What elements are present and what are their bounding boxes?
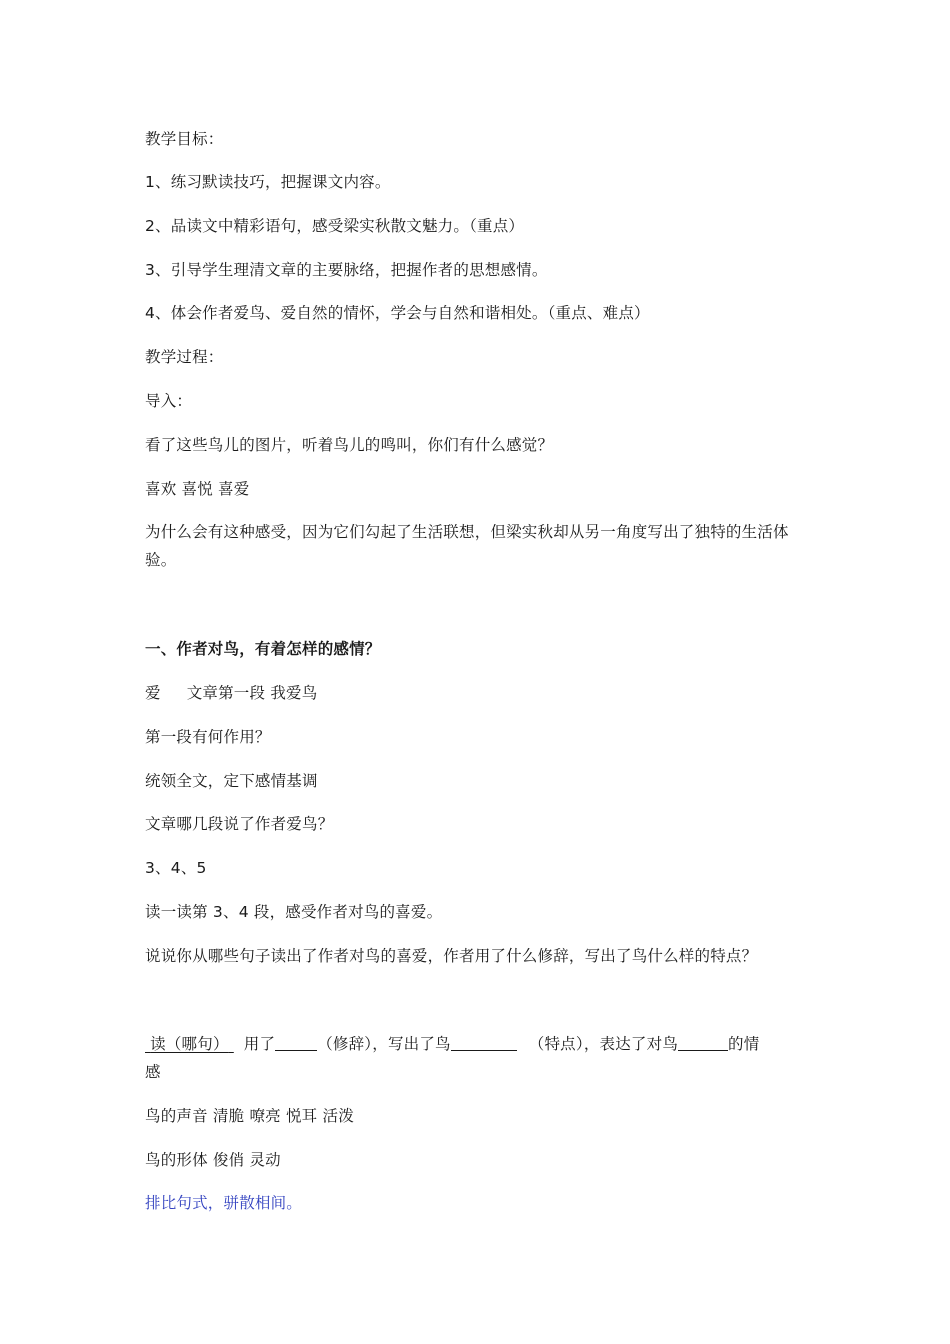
section-1-heading: 一、作者对鸟，有着怎样的感情？ [145,640,381,658]
task-instruction: 说说你从哪些句子读出了作者对鸟的喜爱，作者用了什么修辞，写出了鸟什么样的特点？ [145,947,758,965]
intro-question: 看了这些鸟儿的图片，听着鸟儿的鸣叫，你们有什么感觉？ [145,436,554,454]
template-read: 读（哪句） [150,1035,229,1053]
blank-feature [451,1034,517,1051]
intro-paragraph: 为什么会有这种感受，因为它们勾起了生活联想，但梁实秋却从另一角度写出了独特的生活体验。 [145,523,789,569]
template-used: 用了 [243,1035,276,1053]
goals-title: 教学目标： [145,130,224,148]
fill-template-line [145,1030,759,1058]
parallel-note: 排比句式，骈散相间。 [145,1194,303,1212]
fill-template-tail: 感 [145,1063,161,1081]
love-line [145,679,317,707]
love-word: 爱 [145,684,161,702]
goal-3: 3、引导学生理清文章的主要脉络，把握作者的思想感情。 [145,261,548,279]
blank-rhetoric [275,1034,317,1051]
question-2: 文章哪几段说了作者爱鸟？ [145,815,334,833]
goal-1: 1、练习默读技巧，把握课文内容。 [145,173,391,191]
intro-answer: 喜欢 喜悦 喜爱 [145,480,250,498]
love-rest: 文章第一段 我爱鸟 [186,684,318,702]
process-title: 教学过程： [145,348,224,366]
question-1: 第一段有何作用？ [145,728,271,746]
answer-2: 3、4、5 [145,859,207,877]
intro-title: 导入： [145,392,193,410]
bird-shape: 鸟的形体 俊俏 灵动 [145,1151,281,1169]
template-rhetoric: （修辞），写出了鸟 [317,1035,451,1053]
blank-emotion [678,1034,728,1051]
template-tail: 的情 [728,1035,760,1053]
bird-voice: 鸟的声音 清脆 嘹亮 悦耳 活泼 [145,1107,354,1125]
goal-2: 2、品读文中精彩语句，感受梁实秋散文魅力。（重点） [145,217,525,235]
answer-1: 统领全文，定下感情基调 [145,772,318,790]
template-feature: （特点），表达了对鸟 [528,1035,679,1053]
read-instruction: 读一读第 3、4 段，感受作者对鸟的喜爱。 [145,903,443,921]
goal-4: 4、体会作者爱鸟、爱自然的情怀，学会与自然和谐相处。（重点、难点） [145,304,650,322]
